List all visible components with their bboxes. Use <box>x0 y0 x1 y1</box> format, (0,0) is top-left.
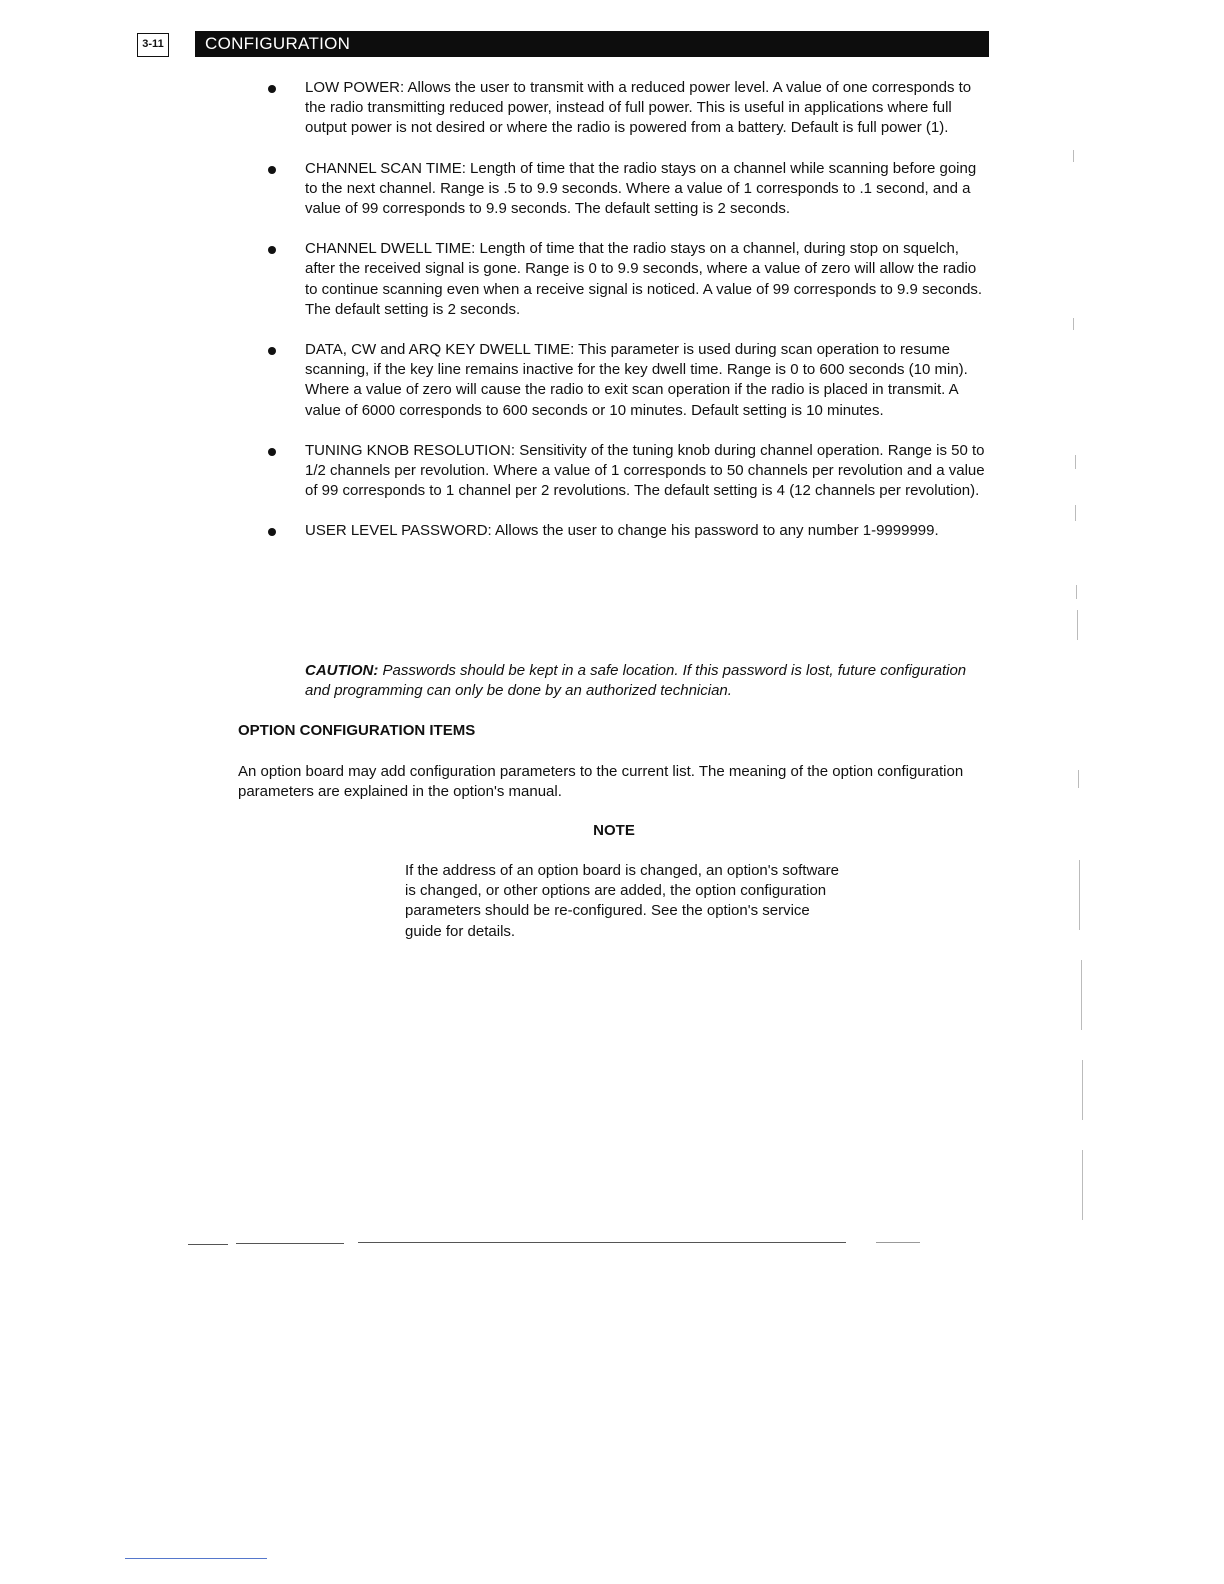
section-header: CONFIGURATION <box>195 31 989 57</box>
margin-mark <box>1073 318 1074 330</box>
bullet-icon <box>268 85 276 93</box>
margin-mark <box>1076 585 1077 599</box>
note-heading: NOTE <box>593 822 635 839</box>
option-section-heading: OPTION CONFIGURATION ITEMS <box>238 722 476 739</box>
footer-rule-2 <box>236 1243 344 1244</box>
caution-text: Passwords should be kept in a safe location. If this password is lost, future configuration and programming can only be done by an authorized technician. <box>305 662 967 700</box>
bullet-icon <box>268 528 276 536</box>
list-item-text: TUNING KNOB RESOLUTION: Sensitivity of the tuning knob during channel operation. Range is 50 to 1/2 channels per revolution. Where a value of 1 corresponds to 50 channels per revolution and a value of 99 corresponds to 1 channel per 2 revolutions. The default setting is 4 (12 channels per revolution). <box>305 441 985 500</box>
footer-rule-4 <box>876 1242 920 1243</box>
list-item-text: USER LEVEL PASSWORD: Allows the user to change his password to any number 1-9999999. <box>305 522 939 540</box>
list-item-key-dwell-time <box>262 340 992 421</box>
footer-rule-3 <box>358 1242 846 1243</box>
margin-mark <box>1075 505 1076 521</box>
margin-mark <box>1082 1150 1083 1220</box>
bullet-icon <box>268 166 276 174</box>
bullet-icon <box>268 448 276 456</box>
list-item-tuning-knob-resolution <box>262 441 992 502</box>
note-text: If the address of an option board is changed, an option's software is changed, or other options are added, the option configuration parameters should be re-configured. See the option's service guide for details. <box>405 862 839 940</box>
list-item-text: DATA, CW and ARQ KEY DWELL TIME: This parameter is used during scan operation to resume scanning, if the key line remains inactive for the key dwell time. Range is 0 to 600 seconds (10 min). Where a value of zero will cause the radio to exit scan operation if the radio is placed in transmit. A value of 6000 corresponds to 600 seconds or 10 minutes. Default setting is 10 minutes. <box>305 341 968 419</box>
footer-rule-1 <box>188 1244 228 1245</box>
margin-mark <box>1078 770 1079 788</box>
page-number: 3-11 <box>137 33 169 57</box>
margin-mark <box>1082 1060 1083 1120</box>
list-item-text: CHANNEL DWELL TIME: Length of time that the radio stays on a channel, during stop on squelch, after the received signal is gone. Range is 0 to 9.9 seconds, where a value of zero will allow the radio to continue scanning even when a receive signal is noticed. A value of 99 corresponds to 9.9 seconds. The default setting is 2 seconds. <box>305 240 983 318</box>
margin-mark <box>1079 860 1080 930</box>
bottom-link-underline <box>125 1558 267 1559</box>
list-item-text: LOW POWER: Allows the user to transmit with a reduced power level. A value of one corresponds to the radio transmitting reduced power, instead of full power. This is useful in applications where full output power is not desired or where the radio is powered from a battery. Default is full power (1). <box>305 79 972 137</box>
list-item-channel-scan-time <box>262 159 992 220</box>
caution-note <box>305 661 995 701</box>
caution-label: CAUTION: <box>305 662 379 679</box>
list-item-user-level-password <box>262 521 992 541</box>
margin-mark <box>1081 960 1082 1030</box>
option-section-paragraph: An option board may add configuration parameters to the current list. The meaning of the option configuration parameters are explained in the option's manual. <box>238 763 964 801</box>
margin-mark <box>1077 610 1078 640</box>
list-item-text: CHANNEL SCAN TIME: Length of time that the radio stays on a channel while scanning before going to the next channel. Range is .5 to 9.9 seconds. Where a value of 1 corresponds to .1 second, and a value of 99 corresponds to 9.9 seconds. The default setting is 2 seconds. <box>305 159 977 218</box>
margin-mark <box>1075 455 1076 469</box>
parameter-list <box>262 78 992 562</box>
bullet-icon <box>268 347 276 355</box>
list-item-low-power <box>262 78 992 139</box>
bullet-icon <box>268 246 276 254</box>
margin-mark <box>1073 150 1074 162</box>
list-item-channel-dwell-time <box>262 239 992 320</box>
